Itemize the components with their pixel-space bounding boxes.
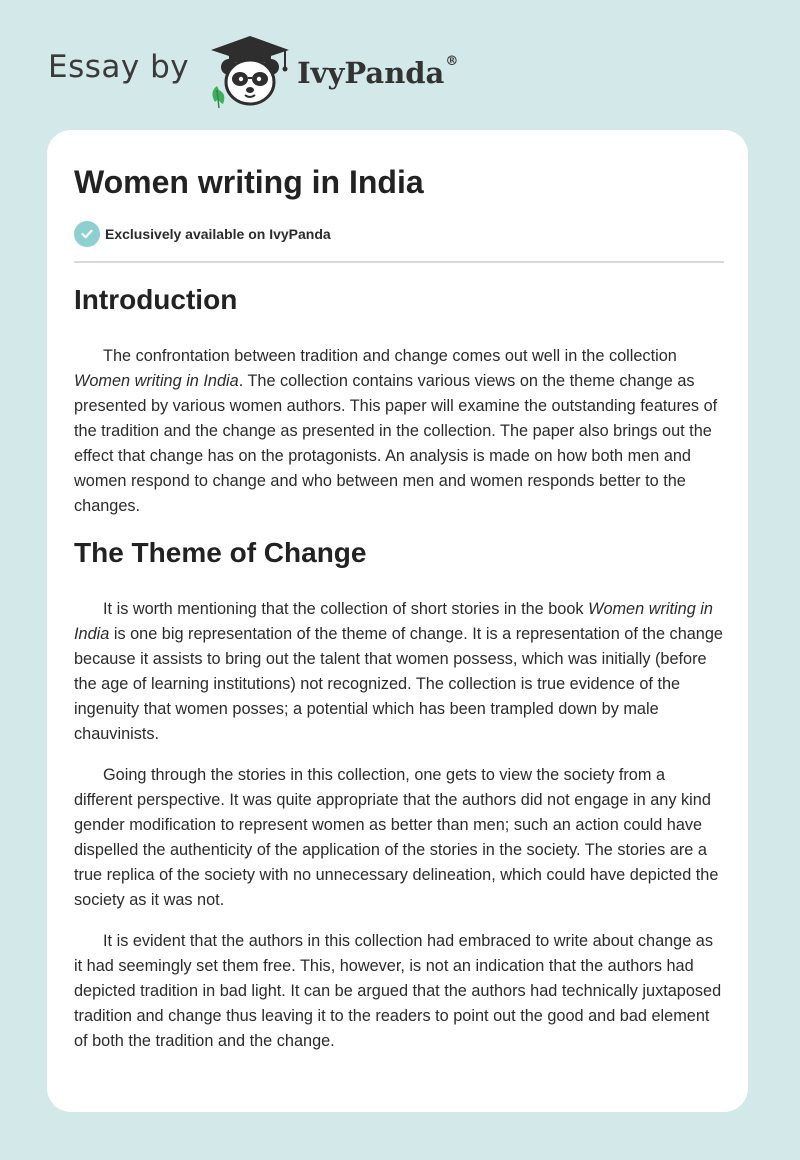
check-circle-icon: [74, 221, 100, 247]
paragraph: It is evident that the authors in this collection had embraced to write about change as it had seemingly set them free. This, however, is not an indication that the authors had depicted tradition in bad light. It can be argued that the authors had technically juxtaposed tradition and change thus leaving it to the readers to point out the good and bad element of both the tradition and the change.: [74, 932, 722, 1050]
section-heading: The Theme of Change: [74, 537, 367, 568]
essay-body: [74, 282, 724, 1054]
section-heading: Introduction: [74, 284, 238, 315]
paragraph-text: It is worth mentioning that the collection of short stories in the book: [103, 600, 589, 618]
page-title: Women writing in India: [74, 164, 424, 200]
paragraph-text: . The collection contains various views on the theme change as presented by various women authors. This paper will examine the outstanding features of the tradition and the change as presented in the collection. The paper also brings out the effect that change has on the protagonists. An analysis is made on how both men and women respond to change and who between men and women responds better to the changes.: [74, 372, 718, 515]
panda-graduation-cap-icon: [205, 30, 295, 110]
essay-by-label: Essay by: [48, 49, 190, 85]
brand-text: IvyPanda: [297, 56, 445, 90]
badge-label: Exclusively available on IvyPanda: [105, 226, 331, 242]
paragraph-text: is one big representation of the theme of change. It is a representation of the change because it assists to bring out the talent that women possess, which was initially (before the age of learning institutions) not recognized. The collection is true evidence of the ingenuity that women posses; a potential which has been trampled down by male chauvinists.: [74, 625, 723, 743]
registered-mark: ®: [445, 54, 459, 69]
paragraph: [74, 344, 724, 519]
book-title-italic: Women writing in India: [74, 372, 239, 390]
paragraph-text: The confrontation between tradition and change comes out well in the collection: [103, 347, 677, 365]
essay-card: [47, 130, 748, 1112]
book-title-italic: Women writing in India: [74, 600, 713, 643]
title-divider: [74, 261, 724, 263]
exclusive-badge: [74, 221, 331, 247]
brand-name: [297, 54, 458, 90]
site-header: [48, 30, 648, 110]
paragraph: Going through the stories in this collection, one gets to view the society from a different perspective. It was quite appropriate that the authors did not engage in any kind gender modification to represent women as better than men; such an action could have dispelled the authenticity of the application of the stories in the society. The stories are a true replica of the society with no unnecessary delineation, which could have depicted the society as it was not.: [74, 766, 719, 909]
paragraph: [74, 597, 724, 747]
